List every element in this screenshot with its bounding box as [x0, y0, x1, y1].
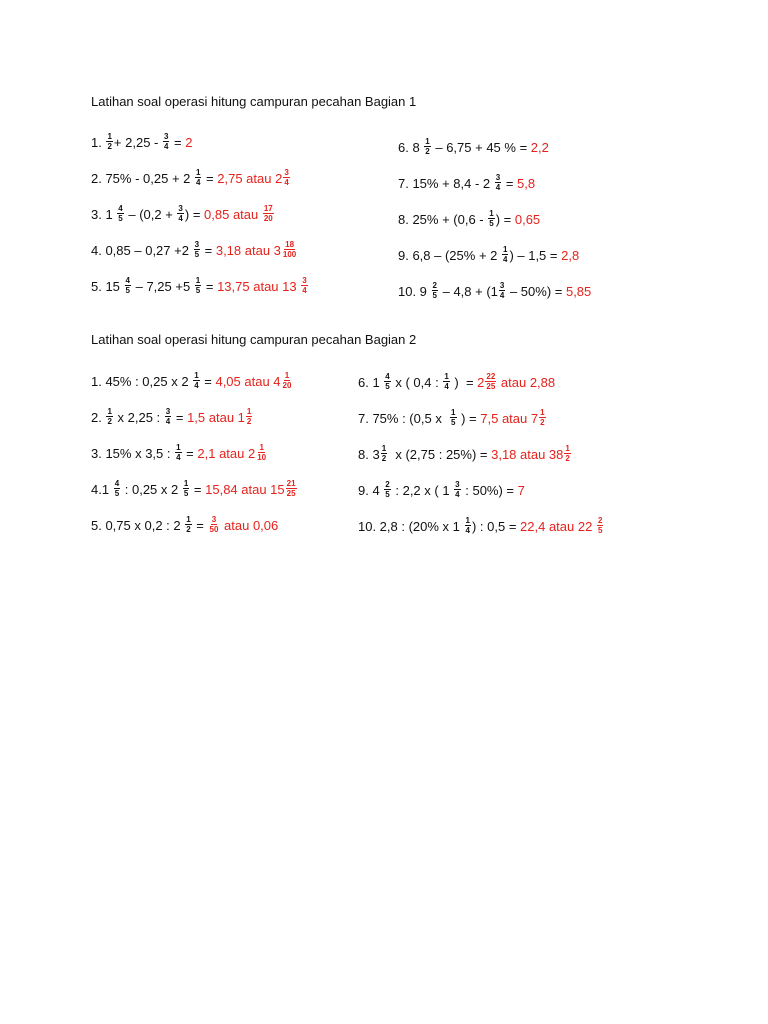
fraction-denominator: 5 — [451, 417, 456, 427]
expression-text: 2. 75% - 0,25 + 2 — [91, 170, 194, 186]
fraction — [106, 407, 112, 426]
fraction-numerator: 1 — [381, 443, 387, 453]
fraction-numerator: 1 — [259, 442, 264, 452]
answer-text: 13,75 atau 13 — [217, 278, 301, 294]
expression-text: ) = — [457, 410, 481, 426]
expression-text: – 4,8 + (1 — [438, 283, 498, 299]
fraction — [495, 173, 501, 192]
answer-text: 5,85 — [565, 283, 592, 299]
answer-fraction — [286, 479, 297, 498]
answer-fraction — [283, 168, 289, 187]
answer-fraction — [263, 204, 274, 223]
fraction-denominator: 2 — [565, 453, 570, 463]
exercise-item — [91, 124, 309, 160]
fraction-denominator: 2 — [107, 141, 112, 151]
exercise-item — [358, 364, 604, 400]
fraction-numerator: 3 — [163, 131, 169, 141]
expression-text: 4.1 — [91, 481, 113, 497]
expression-text: = — [202, 170, 218, 186]
fraction — [424, 137, 430, 156]
section-1-heading: Latihan soal operasi hitung campuran pecahan Bagian 1 — [91, 94, 417, 109]
fraction-numerator: 18 — [285, 239, 295, 249]
fraction-numerator: 1 — [489, 208, 494, 218]
exercise-item — [91, 399, 298, 435]
expression-text: ) = — [495, 211, 515, 227]
expression-text: 10. 9 — [398, 283, 431, 299]
answer-text: 2,1 atau 2 — [197, 445, 256, 461]
fraction-numerator: 1 — [451, 407, 456, 417]
fraction-numerator: 2 — [385, 479, 390, 489]
fraction-denominator: 20 — [282, 380, 292, 390]
fraction-numerator: 1 — [107, 406, 112, 416]
exercise-item — [358, 472, 604, 508]
fraction-numerator: 1 — [284, 370, 290, 380]
fraction-numerator: 1 — [425, 136, 430, 146]
expression-text: 10. 2,8 : (20% x 1 — [358, 518, 464, 534]
fraction — [454, 480, 460, 499]
section-2-heading: Latihan soal operasi hitung campuran pecahan Bagian 2 — [91, 332, 417, 347]
fraction-denominator: 20 — [263, 213, 273, 223]
answer-fraction — [301, 276, 307, 295]
fraction-numerator: 1 — [194, 370, 199, 380]
fraction-numerator: 3 — [302, 275, 307, 285]
fraction-numerator: 1 — [465, 515, 470, 525]
fraction-denominator: 5 — [432, 290, 437, 300]
answer-fraction — [539, 408, 545, 427]
fraction-numerator: 1 — [176, 442, 181, 452]
fraction-numerator: 1 — [246, 406, 252, 416]
fraction — [381, 444, 387, 463]
fraction-denominator: 5 — [125, 285, 130, 295]
exercise-item — [91, 435, 298, 471]
expression-text: 9. 4 — [358, 482, 384, 498]
answer-text: 5,8 — [517, 175, 536, 191]
answer-text: 22,4 atau 22 — [520, 518, 596, 534]
expression-text: ) – 1,5 = — [509, 247, 562, 263]
expression-text: – 50%) = — [506, 283, 566, 299]
fraction-numerator: 3 — [178, 203, 183, 213]
answer-text: atau 2,88 — [497, 374, 556, 390]
answer-text: atau 0,06 — [220, 517, 279, 533]
fraction-denominator: 4 — [455, 489, 460, 499]
fraction-numerator: 3 — [495, 172, 501, 182]
fraction — [450, 408, 456, 427]
expression-text: 6. 1 — [358, 374, 384, 390]
expression-text: – 7,25 +5 — [131, 278, 194, 294]
fraction — [384, 372, 390, 391]
fraction-numerator: 21 — [286, 478, 296, 488]
expression-text: 8. 3 — [358, 446, 380, 462]
fraction — [183, 479, 189, 498]
answer-text: 2,75 atau 2 — [217, 170, 283, 186]
expression-text: = — [172, 409, 188, 425]
fraction-denominator: 4 — [499, 290, 505, 300]
fraction — [443, 372, 449, 391]
expression-text: x (2,75 : 25%) = — [388, 446, 492, 462]
exercise-item — [358, 508, 604, 544]
fraction-denominator: 5 — [489, 218, 494, 228]
expression-text: 3. 15% x 3,5 : — [91, 445, 175, 461]
expression-text: = — [202, 278, 218, 294]
section-1-right-column — [398, 129, 591, 309]
expression-text: 3. 1 — [91, 206, 117, 222]
expression-text: 6. 8 — [398, 139, 424, 155]
fraction — [117, 204, 123, 223]
exercise-item — [91, 196, 309, 232]
exercise-item — [358, 400, 604, 436]
fraction-numerator: 3 — [194, 239, 200, 249]
fraction — [502, 245, 508, 264]
answer-text: 15,84 atau 15 — [205, 481, 285, 497]
answer-text: 0,65 — [514, 211, 541, 227]
fraction-denominator: 25 — [486, 381, 496, 391]
answer-text: 3,18 atau 38 — [491, 446, 564, 462]
expression-text: 7. 75% : (0,5 x — [358, 410, 450, 426]
exercise-item — [398, 201, 591, 237]
fraction-numerator: 1 — [183, 478, 189, 488]
exercise-item — [398, 273, 591, 309]
fraction-denominator: 4 — [165, 416, 171, 426]
answer-text: 1,5 atau 1 — [187, 409, 245, 425]
fraction-numerator: 1 — [195, 275, 201, 285]
expression-text: ) = — [184, 206, 205, 222]
fraction-denominator: 4 — [178, 213, 183, 223]
expression-text: 1. 45% : 0,25 x 2 — [91, 373, 193, 389]
fraction-numerator: 1 — [186, 514, 191, 524]
fraction-denominator: 4 — [176, 452, 181, 462]
answer-text: 2,2 — [530, 139, 549, 155]
fraction — [106, 132, 112, 151]
fraction-denominator: 2 — [540, 417, 545, 427]
fraction — [384, 480, 390, 499]
exercise-item — [398, 237, 591, 273]
fraction-numerator: 1 — [502, 244, 508, 254]
fraction-numerator: 4 — [385, 371, 390, 381]
fraction-numerator: 1 — [565, 443, 570, 453]
fraction-denominator: 4 — [194, 380, 199, 390]
expression-text: = — [190, 481, 206, 497]
fraction-numerator: 22 — [486, 371, 496, 381]
fraction-denominator: 2 — [425, 146, 430, 156]
expression-text: ) : 0,5 = — [471, 518, 521, 534]
fraction-numerator: 3 — [284, 167, 289, 177]
answer-text: 4,05 atau 4 — [215, 373, 281, 389]
fraction-denominator: 5 — [118, 213, 123, 223]
answer-text: 0,85 atau — [204, 206, 262, 222]
expression-text: = — [182, 445, 198, 461]
answer-text: 7,5 atau 7 — [480, 410, 539, 426]
expression-text: 5. 15 — [91, 278, 124, 294]
fraction-numerator: 3 — [165, 406, 171, 416]
answer-fraction — [282, 240, 297, 259]
expression-text: 9. 6,8 – (25% + 2 — [398, 247, 501, 263]
answer-text: 3,18 atau 3 — [215, 242, 281, 258]
fraction — [114, 479, 120, 498]
fraction-numerator: 2 — [597, 515, 603, 525]
fraction — [177, 204, 183, 223]
answer-text: 2 — [185, 134, 193, 150]
expression-text: x 2,25 : — [113, 409, 164, 425]
answer-fraction — [564, 444, 570, 463]
expression-text: = — [201, 242, 216, 258]
exercise-item — [398, 129, 591, 165]
expression-text: = — [170, 134, 186, 150]
fraction-numerator: 17 — [263, 203, 273, 213]
fraction — [163, 132, 169, 151]
answer-fraction — [256, 443, 267, 462]
expression-text: 4. 0,85 – 0,27 +2 — [91, 242, 193, 258]
fraction-numerator: 2 — [432, 280, 437, 290]
expression-text: = — [200, 373, 216, 389]
fraction — [175, 443, 181, 462]
answer-fraction — [597, 516, 603, 535]
fraction — [165, 407, 171, 426]
expression-text: 1. — [91, 134, 106, 150]
fraction-denominator: 4 — [502, 254, 508, 264]
expression-text: = — [502, 175, 518, 191]
fraction-denominator: 4 — [302, 285, 307, 295]
answer-text: 2,8 — [561, 247, 580, 263]
fraction-numerator: 1 — [107, 131, 112, 141]
fraction-denominator: 2 — [107, 416, 112, 426]
expression-text: ) = — [450, 374, 478, 390]
fraction — [432, 281, 438, 300]
fraction-numerator: 4 — [114, 478, 120, 488]
expression-text: 7. 15% + 8,4 - 2 — [398, 175, 494, 191]
fraction — [195, 276, 201, 295]
fraction-denominator: 5 — [385, 381, 390, 391]
exercise-item — [358, 436, 604, 472]
fraction-numerator: 3 — [499, 280, 505, 290]
fraction-numerator: 3 — [211, 514, 217, 524]
fraction-denominator: 50 — [209, 524, 219, 534]
fraction-numerator: 4 — [118, 203, 123, 213]
expression-text: 5. 0,75 x 0,2 : 2 — [91, 517, 185, 533]
section-1-left-column — [91, 124, 309, 304]
expression-text: 2. — [91, 409, 106, 425]
expression-text: : 0,25 x 2 — [121, 481, 182, 497]
exercise-item — [91, 160, 309, 196]
expression-text: + 2,25 - — [113, 134, 162, 150]
fraction — [195, 168, 201, 187]
answer-text: 2 — [477, 374, 485, 390]
answer-fraction — [209, 515, 220, 534]
fraction — [499, 281, 505, 300]
fraction-denominator: 10 — [257, 452, 267, 462]
expression-text: : 50%) = — [461, 482, 518, 498]
fraction-denominator: 4 — [163, 141, 169, 151]
exercise-item — [91, 268, 309, 304]
exercise-item — [91, 507, 298, 543]
expression-text: 8. 25% + (0,6 - — [398, 211, 488, 227]
fraction-denominator: 2 — [246, 416, 252, 426]
fraction — [465, 516, 471, 535]
expression-text: – 6,75 + 45 % = — [431, 139, 531, 155]
fraction — [125, 276, 131, 295]
fraction-denominator: 2 — [186, 524, 191, 534]
fraction-numerator: 1 — [444, 371, 449, 381]
fraction-denominator: 4 — [495, 182, 501, 192]
exercise-item — [91, 363, 298, 399]
expression-text: – (0,2 + — [124, 206, 177, 222]
answer-fraction — [485, 372, 496, 391]
section-2-left-column — [91, 363, 298, 543]
fraction-denominator: 25 — [286, 488, 296, 498]
expression-text: x ( 0,4 : — [391, 374, 443, 390]
fraction-denominator: 4 — [465, 525, 470, 535]
fraction-denominator: 5 — [195, 285, 201, 295]
exercise-item — [91, 471, 298, 507]
fraction — [193, 371, 199, 390]
exercise-item — [91, 232, 309, 268]
fraction — [185, 515, 191, 534]
fraction-denominator: 5 — [194, 249, 200, 259]
expression-text: = — [192, 517, 208, 533]
fraction — [194, 240, 200, 259]
fraction-denominator: 4 — [284, 177, 289, 187]
fraction-denominator: 5 — [597, 525, 603, 535]
fraction-denominator: 4 — [195, 177, 201, 187]
fraction-numerator: 3 — [455, 479, 460, 489]
fraction — [488, 209, 494, 228]
section-2-right-column — [358, 364, 604, 544]
fraction-denominator: 5 — [114, 488, 120, 498]
fraction-denominator: 2 — [381, 453, 387, 463]
fraction-numerator: 1 — [195, 167, 201, 177]
fraction-numerator: 1 — [540, 407, 545, 417]
answer-fraction — [246, 407, 252, 426]
exercise-item — [398, 165, 591, 201]
fraction-denominator: 4 — [444, 381, 449, 391]
fraction-denominator: 100 — [282, 249, 297, 259]
answer-fraction — [282, 371, 293, 390]
expression-text: : 2,2 x ( 1 — [391, 482, 454, 498]
fraction-denominator: 5 — [385, 489, 390, 499]
fraction-numerator: 4 — [125, 275, 130, 285]
fraction-denominator: 5 — [183, 488, 189, 498]
answer-text: 7 — [517, 482, 525, 498]
